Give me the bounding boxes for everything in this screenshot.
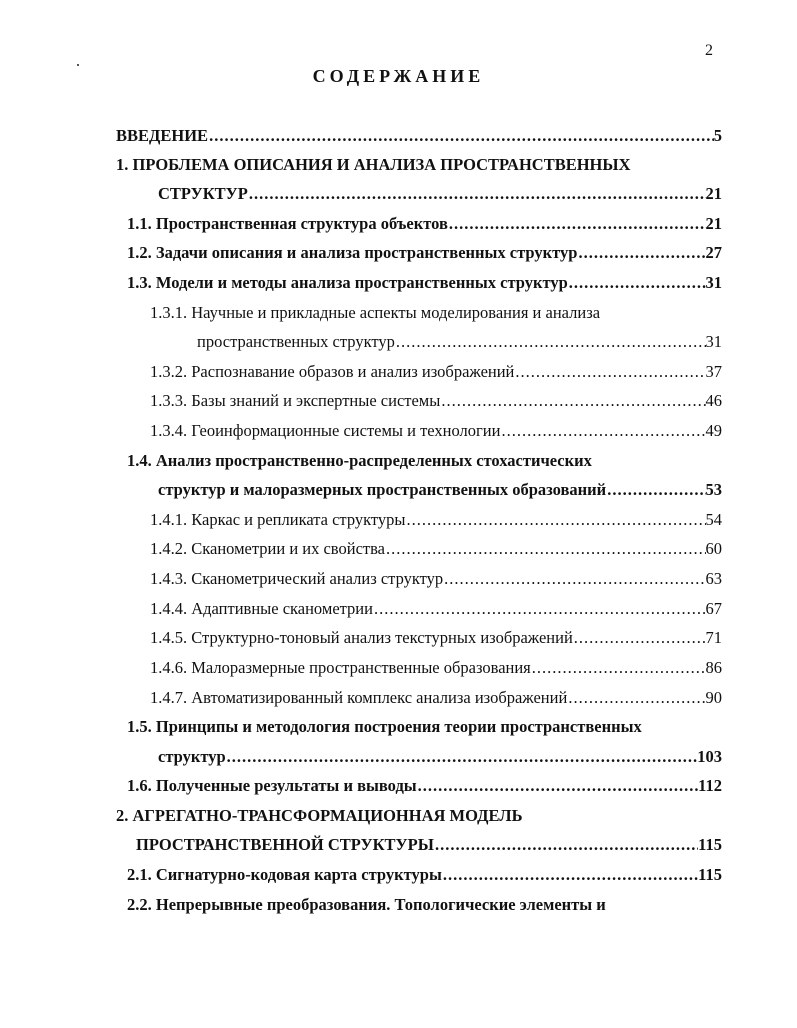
toc-entry-page: 5	[713, 126, 722, 145]
toc-entry-text: структур и малоразмерных пространственных образований	[158, 480, 607, 499]
toc-entry-text: СТРУКТУР	[158, 184, 248, 203]
toc-entry	[150, 656, 722, 680]
toc-entry-text: 1.3.1. Научные и прикладные аспекты моделирования и анализа	[150, 303, 601, 322]
toc-entry	[116, 804, 523, 828]
toc-entry-text: пространственных структур	[197, 332, 395, 351]
toc-entry-page: 49	[705, 421, 722, 440]
toc-entry-page: 112	[698, 776, 722, 795]
toc-entry	[116, 124, 722, 148]
toc-entry	[150, 508, 722, 532]
toc-entry	[197, 330, 722, 354]
toc-entry	[158, 478, 722, 502]
toc-entry-page: 21	[705, 214, 722, 233]
toc-entry-text: 1.2. Задачи описания и анализа пространственных структур	[127, 243, 578, 262]
toc-entry	[150, 537, 722, 561]
toc-entry-text: 1.1. Пространственная структура объектов	[127, 214, 448, 233]
toc-entry-page: 90	[705, 688, 722, 707]
toc-entry	[150, 597, 722, 621]
toc-entry	[158, 182, 722, 206]
toc-entry-text: ВВЕДЕНИЕ	[116, 126, 209, 145]
toc-entry	[127, 449, 592, 473]
toc-entry-text: 1.4.1. Каркас и репликата структуры	[150, 510, 406, 529]
toc-entry-text: 2.2. Непрерывные преобразования. Топологические элементы и	[127, 895, 606, 914]
toc-entry-page: 63	[705, 569, 722, 588]
toc-entry	[150, 360, 722, 384]
toc-entry-text: 1.4.3. Сканометрический анализ структур	[150, 569, 444, 588]
toc-entry	[127, 863, 722, 887]
toc-entry	[150, 301, 600, 325]
toc-entry	[127, 893, 606, 917]
toc-entry-text: 1.3.3. Базы знаний и экспертные системы	[150, 391, 441, 410]
toc-entry	[136, 833, 722, 857]
toc-entry	[116, 153, 631, 177]
toc-entry-text: 1.4. Анализ пространственно-распределенных стохастических	[127, 451, 592, 470]
toc-entry	[150, 389, 722, 413]
toc-entry-page: 37	[705, 362, 722, 381]
toc-entry-text: 1.4.6. Малоразмерные пространственные образования	[150, 658, 531, 677]
toc-entry-text: 1.3.2. Распознавание образов и анализ изображений	[150, 362, 515, 381]
toc-entry	[150, 567, 722, 591]
toc-entry-page: 60	[705, 539, 722, 558]
toc-entry-page: 31	[705, 332, 722, 351]
toc-entry-text: 1.3. Модели и методы анализа пространственных структур	[127, 273, 568, 292]
toc-entry-text: 1.4.4. Адаптивные сканометрии	[150, 599, 373, 618]
toc-entry	[150, 419, 722, 443]
toc-entry-text: 2. АГРЕГАТНО-ТРАНСФОРМАЦИОННАЯ МОДЕЛЬ	[116, 806, 523, 825]
toc-entry	[158, 745, 722, 769]
toc-entry-text: 1.6. Полученные результаты и выводы	[127, 776, 417, 795]
toc-entry-page: 27	[705, 243, 722, 262]
toc-entry	[127, 271, 722, 295]
toc-entry-page: 115	[698, 835, 722, 854]
toc-entry-text: 1.4.7. Автоматизированный комплекс анализа изображений	[150, 688, 568, 707]
toc-entry-page: 53	[705, 480, 722, 499]
toc-entry-text: ПРОСТРАНСТВЕННОЙ СТРУКТУРЫ	[136, 835, 434, 854]
toc-entry-text: 1.4.5. Структурно-тоновый анализ текстурных изображений	[150, 628, 573, 647]
toc-entry-page: 67	[705, 599, 722, 618]
toc-entry	[127, 212, 722, 236]
toc-entry-text: 1.3.4. Геоинформационные системы и технологии	[150, 421, 501, 440]
toc-entry-page: 31	[705, 273, 722, 292]
toc-entry-text: 1. ПРОБЛЕМА ОПИСАНИЯ И АНАЛИЗА ПРОСТРАНСТВЕННЫХ	[116, 155, 631, 174]
toc-entry-page: 21	[705, 184, 722, 203]
toc-entry-page: 54	[705, 510, 722, 529]
toc-entry	[150, 686, 722, 710]
toc-entry-text: 2.1. Сигнатурно-кодовая карта структуры	[127, 865, 442, 884]
toc-entry-page: 103	[697, 747, 722, 766]
toc-entry-page: 46	[705, 391, 722, 410]
toc-entry	[127, 241, 722, 265]
toc-entry	[127, 774, 722, 798]
toc-entry-text: структур	[158, 747, 226, 766]
toc-entry-page: 71	[705, 628, 722, 647]
toc-entry-page: 115	[698, 865, 722, 884]
toc-entry-text: 1.5. Принципы и методология построения теории пространственных	[127, 717, 642, 736]
toc-entry	[127, 715, 642, 739]
toc-entry-text: 1.4.2. Сканометрии и их свойства	[150, 539, 385, 558]
toc-entry	[150, 626, 722, 650]
page-number: 2	[705, 42, 713, 59]
toc-entry-page: 86	[705, 658, 722, 677]
page-title: СОДЕРЖАНИЕ	[312, 66, 485, 86]
